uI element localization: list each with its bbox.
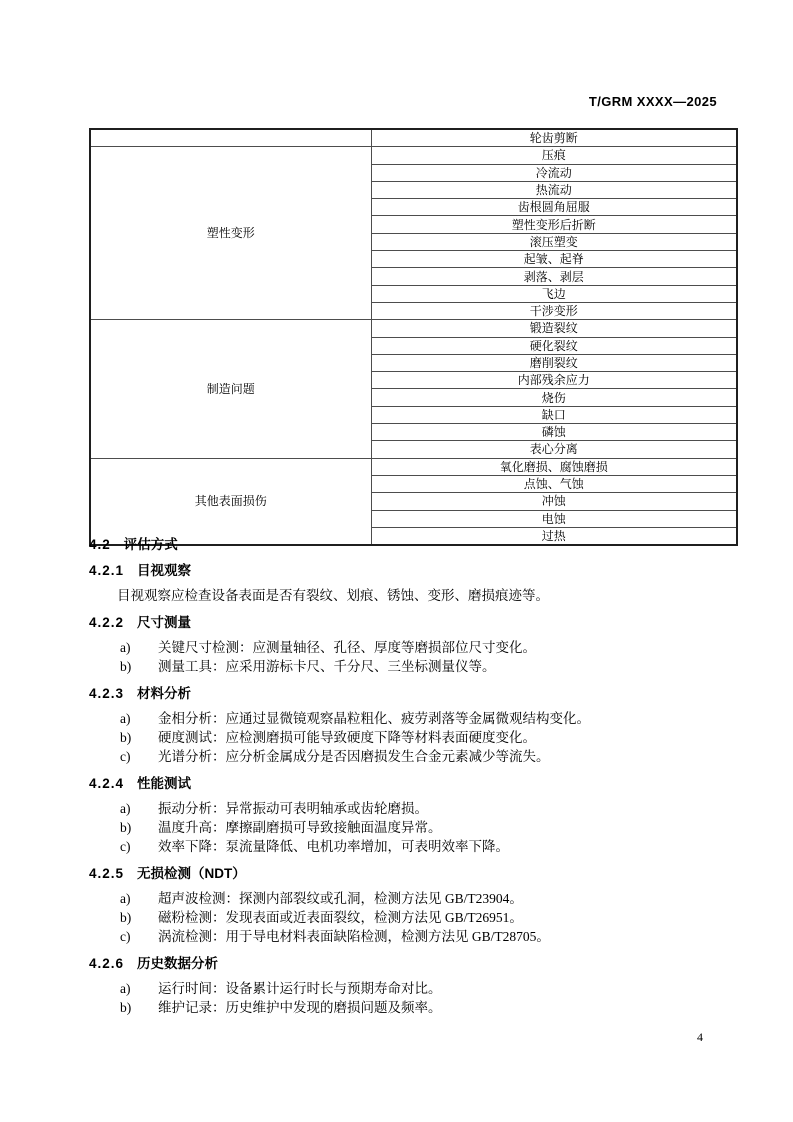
damage-item-cell: 剥落、剥层 bbox=[371, 268, 737, 285]
section-heading bbox=[89, 956, 737, 972]
list-text: 效率下降：泵流量降低、电机功率增加，可表明效率下降。 bbox=[158, 839, 509, 854]
section-title: 历史数据分析 bbox=[137, 956, 219, 971]
list-text: 测量工具：应采用游标卡尺、千分尺、三坐标测量仪等。 bbox=[158, 659, 496, 674]
list-label: a) bbox=[120, 711, 131, 726]
list-label: a) bbox=[120, 891, 131, 906]
section-title: 尺寸测量 bbox=[137, 615, 192, 630]
section-heading bbox=[89, 776, 737, 792]
list-label: a) bbox=[120, 640, 131, 655]
section-title: 目视观察 bbox=[137, 563, 192, 578]
list-label: c) bbox=[120, 839, 131, 854]
list-item bbox=[89, 638, 737, 657]
damage-item-cell: 压痕 bbox=[371, 147, 737, 164]
section-heading bbox=[89, 563, 737, 579]
list-text: 光谱分析：应分析金属成分是否因磨损发生合金元素减少等流失。 bbox=[158, 749, 550, 764]
list-item bbox=[89, 747, 737, 766]
list-text: 运行时间：设备累计运行时长与预期寿命对比。 bbox=[158, 981, 442, 996]
list-text: 温度升高：摩擦副磨损可导致接触面温度异常。 bbox=[158, 820, 442, 835]
damage-item-cell: 表心分离 bbox=[371, 441, 737, 458]
list-text: 磁粉检测：发现表面或近表面裂纹，检测方法见 GB/T26951。 bbox=[158, 910, 523, 925]
list-label: b) bbox=[120, 1000, 132, 1015]
damage-item-cell: 塑性变形后折断 bbox=[371, 216, 737, 233]
paragraph: 目视观察应检查设备表面是否有裂纹、划痕、锈蚀、变形、磨损痕迹等。 bbox=[117, 588, 549, 603]
damage-item-cell: 烧伤 bbox=[371, 389, 737, 406]
list-label: b) bbox=[120, 730, 132, 745]
damage-item-cell: 齿根圆角屈服 bbox=[371, 199, 737, 216]
list-item bbox=[89, 728, 737, 747]
damage-item-cell: 内部残余应力 bbox=[371, 372, 737, 389]
list-item bbox=[89, 837, 737, 856]
list-label: a) bbox=[120, 801, 131, 816]
list-label: c) bbox=[120, 749, 131, 764]
list-text: 振动分析：异常振动可表明轴承或齿轮磨损。 bbox=[158, 801, 428, 816]
list-label: a) bbox=[120, 981, 131, 996]
list-item bbox=[89, 709, 737, 728]
list-item bbox=[89, 799, 737, 818]
doc-code: T/GRM XXXX—2025 bbox=[588, 94, 717, 109]
category-cell: 塑性变形 bbox=[90, 147, 371, 320]
list-text: 硬度测试：应检测磨损可能导致硬度下降等材料表面硬度变化。 bbox=[158, 730, 536, 745]
section-heading bbox=[89, 615, 737, 631]
category-cell bbox=[90, 129, 371, 147]
section-heading bbox=[89, 866, 737, 882]
section-number: 4.2.2 bbox=[89, 615, 125, 630]
table-row bbox=[90, 129, 737, 147]
list-label: b) bbox=[120, 910, 132, 925]
damage-item-cell: 缺口 bbox=[371, 406, 737, 423]
list-item bbox=[89, 818, 737, 837]
damage-item-cell: 轮齿剪断 bbox=[371, 129, 737, 147]
section-heading bbox=[89, 686, 737, 702]
damage-item-cell: 热流动 bbox=[371, 181, 737, 198]
table-row bbox=[90, 147, 737, 164]
category-cell: 制造问题 bbox=[90, 320, 371, 458]
damage-item-cell: 干涉变形 bbox=[371, 302, 737, 319]
section-number: 4.2.1 bbox=[89, 563, 125, 578]
damage-item-cell: 磷蚀 bbox=[371, 424, 737, 441]
table-row bbox=[90, 458, 737, 475]
damage-item-cell: 氧化磨损、腐蚀磨损 bbox=[371, 458, 737, 475]
damage-item-cell: 冲蚀 bbox=[371, 493, 737, 510]
list-text: 关键尺寸检测：应测量轴径、孔径、厚度等磨损部位尺寸变化。 bbox=[158, 640, 536, 655]
list-text: 涡流检测：用于导电材料表面缺陷检测，检测方法见 GB/T28705。 bbox=[158, 929, 550, 944]
section-heading bbox=[89, 537, 737, 553]
damage-item-cell: 硬化裂纹 bbox=[371, 337, 737, 354]
damage-item-cell: 点蚀、气蚀 bbox=[371, 475, 737, 492]
damage-item-cell: 磨削裂纹 bbox=[371, 354, 737, 371]
damage-item-cell: 起皱、起脊 bbox=[371, 251, 737, 268]
list-item bbox=[89, 908, 737, 927]
list-label: b) bbox=[120, 820, 132, 835]
damage-item-cell: 冷流动 bbox=[371, 164, 737, 181]
list-item bbox=[89, 927, 737, 946]
damage-item-cell: 飞边 bbox=[371, 285, 737, 302]
list-item bbox=[89, 998, 737, 1017]
section-number: 4.2.4 bbox=[89, 776, 125, 791]
damage-item-cell: 滚压塑变 bbox=[371, 233, 737, 250]
section-title: 材料分析 bbox=[137, 686, 192, 701]
section-title: 性能测试 bbox=[137, 776, 192, 791]
damage-types-table bbox=[89, 128, 738, 546]
list-item bbox=[89, 657, 737, 676]
page-number: 4 bbox=[697, 1030, 703, 1044]
list-text: 金相分析：应通过显微镜观察晶粒粗化、疲劳剥落等金属微观结构变化。 bbox=[158, 711, 590, 726]
section-number: 4.2 bbox=[89, 537, 111, 552]
section-number: 4.2.6 bbox=[89, 956, 125, 971]
category-cell: 其他表面损伤 bbox=[90, 458, 371, 545]
list-text: 维护记录：历史维护中发现的磨损问题及频率。 bbox=[158, 1000, 442, 1015]
document-header bbox=[89, 94, 717, 109]
section-title: 无损检测（NDT） bbox=[137, 866, 246, 881]
content bbox=[89, 520, 737, 1017]
damage-item-cell: 锻造裂纹 bbox=[371, 320, 737, 337]
list-label: c) bbox=[120, 929, 131, 944]
damage-table-body bbox=[90, 129, 737, 545]
list-label: b) bbox=[120, 659, 132, 674]
damage-item-cell: 过热 bbox=[371, 527, 737, 545]
table-row bbox=[90, 320, 737, 337]
damage-item-cell: 电蚀 bbox=[371, 510, 737, 527]
list-item bbox=[89, 889, 737, 908]
list-text: 超声波检测：探测内部裂纹或孔洞，检测方法见 GB/T23904。 bbox=[158, 891, 523, 906]
section-number: 4.2.3 bbox=[89, 686, 125, 701]
list-item bbox=[89, 979, 737, 998]
section-number: 4.2.5 bbox=[89, 866, 125, 881]
section-title: 评估方式 bbox=[123, 537, 178, 552]
